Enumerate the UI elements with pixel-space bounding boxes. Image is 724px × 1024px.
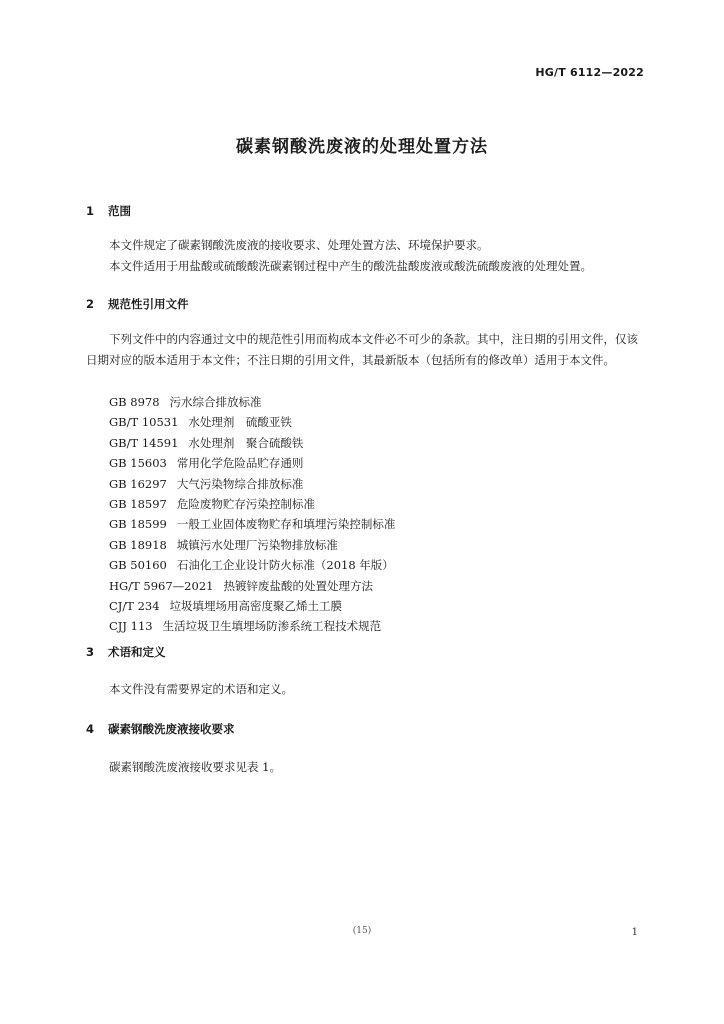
- reference-code: CJJ 113: [109, 619, 153, 634]
- section-title: 规范性引用文件: [108, 297, 189, 311]
- reference-title: 一般工业固体废物贮存和填埋污染控制标准: [176, 517, 396, 532]
- section-2-intro: 下列文件中的内容通过文中的规范性引用而构成本文件必不可少的条款。其中，注日期的引用文件，仅该日期对应的版本适用于本文件；不注日期的引用文件，其最新版本（包括所有的修改单）适用于本文件。: [86, 332, 638, 367]
- reference-list: [109, 392, 395, 637]
- document-title: 碳素钢酸洗废液的处理处置方法: [236, 137, 488, 157]
- section-title: 术语和定义: [108, 645, 166, 659]
- section-title: 范围: [108, 204, 132, 218]
- reference-code: GB 18599: [109, 517, 167, 532]
- reference-title: 城镇污水处理厂污染物排放标准: [176, 537, 338, 552]
- reference-title: 垃圾填埋场用高密度聚乙烯土工膜: [169, 599, 343, 614]
- reference-code: GB 16297: [109, 476, 167, 491]
- reference-item: [109, 433, 395, 453]
- reference-item: [109, 453, 395, 473]
- reference-title: 水处理剂 聚合硫酸铁: [188, 435, 304, 450]
- reference-item: [109, 616, 395, 636]
- section-number: 3: [86, 645, 95, 659]
- reference-code: GB 18597: [109, 497, 167, 512]
- reference-title: 常用化学危险品贮存通则: [176, 456, 304, 471]
- reference-title: 石油化工企业设计防火标准（2018 年版）: [176, 558, 394, 573]
- section-4-paragraph: 碳素钢酸洗废液接收要求见表 1。: [109, 760, 281, 774]
- section-1-paragraph-2: 本文件适用于用盐酸或硫酸酸洗碳素钢过程中产生的酸洗盐酸废液或酸洗硫酸废液的处理处置。: [109, 259, 592, 273]
- page-number: 1: [631, 927, 638, 938]
- reference-title: 水处理剂 硫酸亚铁: [188, 415, 292, 430]
- reference-item: [109, 555, 395, 575]
- reference-item: [109, 576, 395, 596]
- reference-code: HG/T 5967—2021: [109, 578, 214, 593]
- reference-item: [109, 596, 395, 616]
- reference-code: GB 50160: [109, 558, 167, 573]
- reference-item: [109, 494, 395, 514]
- section-4-heading: [86, 721, 235, 737]
- section-1-heading: [86, 203, 131, 219]
- section-number: 2: [86, 297, 95, 311]
- reference-title: 生活垃圾卫生填埋场防渗系统工程技术规范: [162, 619, 382, 634]
- reference-code: CJ/T 234: [109, 599, 160, 614]
- reference-title: 热镀锌废盐酸的处置处理方法: [223, 578, 373, 593]
- reference-code: GB 8978: [109, 395, 160, 409]
- reference-item: [109, 412, 395, 432]
- section-number: 4: [86, 722, 95, 736]
- reference-code: GB 15603: [109, 456, 167, 471]
- footer-mark: (15): [352, 926, 372, 936]
- section-3-paragraph: 本文件没有需要界定的术语和定义。: [109, 682, 293, 696]
- reference-title: 大气污染物综合排放标准: [176, 476, 304, 491]
- reference-title: 危险废物贮存污染控制标准: [176, 497, 315, 512]
- section-3-heading: [86, 644, 166, 660]
- reference-item: [109, 514, 395, 534]
- section-number: 1: [86, 204, 95, 218]
- section-2-heading: [86, 296, 189, 312]
- reference-item: [109, 474, 395, 494]
- reference-code: GB/T 10531: [109, 415, 179, 430]
- section-title: 碳素钢酸洗废液接收要求: [108, 722, 235, 736]
- reference-code: GB/T 14591: [109, 435, 179, 450]
- standard-code: HG/T 6112—2022: [535, 66, 644, 79]
- section-1-paragraph-1: 本文件规定了碳素钢酸洗废液的接收要求、处理处置方法、环境保护要求。: [109, 238, 489, 252]
- reference-item: [109, 535, 395, 555]
- reference-title: 污水综合排放标准: [169, 395, 262, 409]
- reference-code: GB 18918: [109, 537, 167, 552]
- reference-item: [109, 392, 395, 412]
